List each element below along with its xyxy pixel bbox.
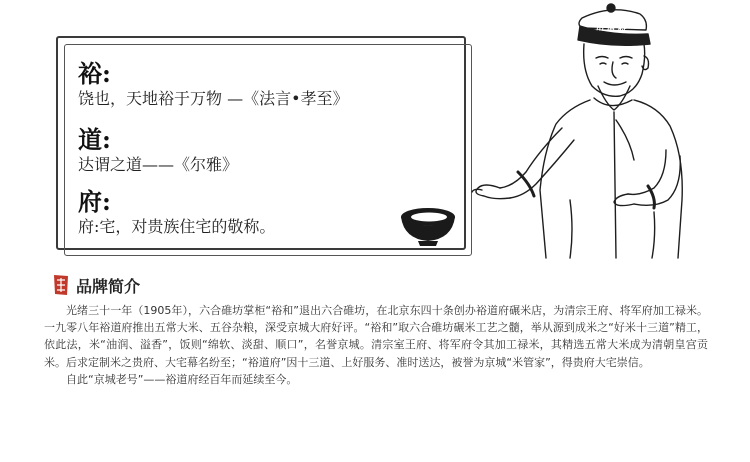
definition-text: 府:宅，对贵族住宅的敬称。 [78,217,276,236]
definition-char: 府: [78,187,111,216]
definition-text: 饶也，天地裕于万物 —《法言•孝至》 [78,89,349,108]
definition-char: 道: [78,125,111,154]
rice-bowl-icon [398,205,458,249]
definition-entry-yu [78,60,349,110]
brand-description [44,302,708,388]
brand-paragraph: 光绪三十一年（1905年），六合碓坊掌柜“裕和”退出六合碓坊，在北京东四十条创办裕道府碾米店，为清宗王府、将军府加工禄米。一九零八年裕道府推出五常大米、五谷杂粮，深受京城大府好评。“裕和”取六合碓坊碾米工艺之髓，举从源到成米之“好米十三道”精工，依此法，米“油润、溢香”，饭则“绵软、淡甜、顺口”，名誉京城。清宗室王府、将军府令其加工禄米，其精选五常大米成为清朝皇宫贡米。后求定制米之贵府、大宅幕名纷至；“裕道府”因十三道、上好服务、准时送达，被誉为京城“米管家”，得贵府大宅崇信。 [44,304,708,369]
brand-title: 品牌简介 [76,276,141,296]
hat-label: 裕道府 [594,22,629,36]
definition-entry-fu [78,188,275,238]
definition-char: 裕: [78,59,111,88]
red-seal-icon [52,273,70,297]
shopkeeper-illustration [470,0,720,262]
brand-paragraph: 自此“京城老号”——裕道府经百年而延续至今。 [66,372,298,386]
brand-header [52,272,140,298]
definition-entry-dao [78,126,238,176]
definition-text: 达谓之道——《尔雅》 [78,155,239,174]
